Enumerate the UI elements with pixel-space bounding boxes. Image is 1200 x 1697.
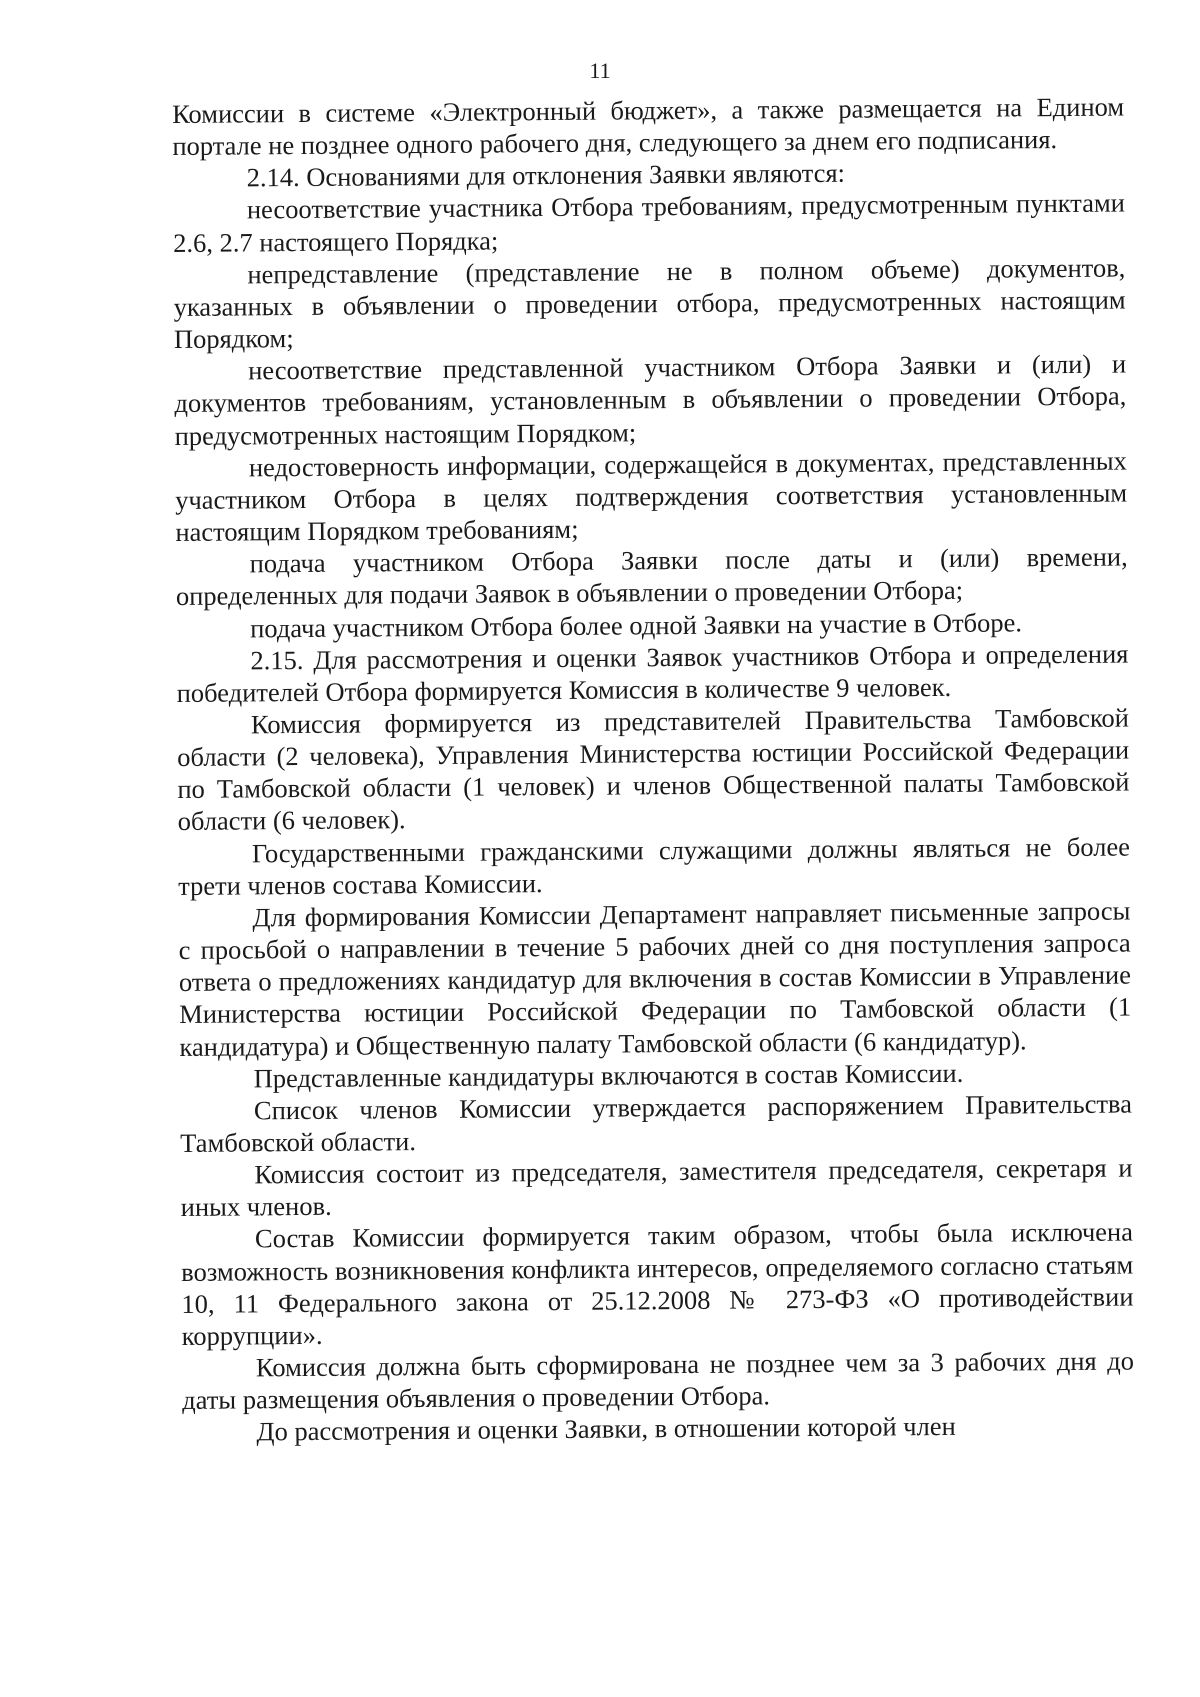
paragraph: непредставление (представление не в полном объеме) документов, указанных в объявлении о проведении отбора, предусмотренных настоящим Порядком; [173,252,1126,355]
document-body [172,91,1135,1449]
paragraph: недостоверность информации, содержащейся в документах, представленных участником Отбора в целях подтверждения соответствия установленным настоящим Порядком требованиям; [175,445,1128,548]
paragraph: несоответствие участника Отбора требованиям, предусмотренным пунктами 2.6, 2.7 настоящего Порядка; [173,187,1125,258]
paragraph: Государственными гражданскими служащими должны являться не более трети членов состава Комиссии. [178,831,1131,901]
paragraph: Состав Комиссии формируется таким образом, чтобы была исключена возможность возникновения конфликта интересов, определяемого согласно статьям 10, 11 Федерального закона от 25.12.2008 № 273-ФЗ «О противодействии коррупции». [181,1216,1134,1351]
paragraph: Для формирования Комиссии Департамент направляет письменные запросы с просьбой о направлении в течение 5 рабочих дней со дня поступления запроса ответа о предложениях кандидатур для включения в состав Комиссии в Управление Министерства юстиции Российской Федерации по Тамбовской области (1 кандидатура) и Общественную палату Тамбовской области (6 кандидатур). [178,895,1132,1062]
paragraph: Комиссия должна быть сформирована не позднее чем за 3 рабочих дня до даты размещения объявления о проведении Отбора. [182,1345,1135,1416]
paragraph: До рассмотрения и оценки Заявки, в отношении которой член [256,1411,956,1447]
paragraph: подача участником Отбора более одной Заявки на участие в Отборе. [250,606,1023,643]
paragraph: подача участником Отбора Заявки после даты и (или) времени, определенных для подачи Заявок в объявлении о проведении Отбора; [175,541,1128,612]
paragraph: Список членов Комиссии утверждается распоряжением Правительства Тамбовской области. [180,1088,1133,1158]
paragraph: 2.15. Для рассмотрения и оценки Заявок участников Отбора и определения победителей Отбора формируется Комиссия в количестве 9 человек. [176,638,1129,708]
paragraph: Представленные кандидатуры включаются в состав Комиссии. [253,1057,964,1094]
paragraph: Комиссия состоит из председателя, заместителя председателя, секретаря и иных членов. [180,1152,1133,1223]
paragraph: 2.14. Основаниями для отклонения Заявки являются: [246,158,846,193]
paragraph: несоответствие представленной участником Отбора Заявки и (или) и документов требованиям, установленным в объявлении о проведении Отбора, предусмотренных настоящим Порядком; [174,348,1127,451]
page-number: 11 [589,58,611,83]
paragraph: Комиссия формируется из представителей Правительства Тамбовской области (2 человека), Управления Министерства юстиции Российской Федерации по Тамбовской области (1 человек) и членов Общественной палаты Тамбовской области (6 человек). [177,702,1130,837]
paragraph: Комиссии в системе «Электронный бюджет», а также размещается на Едином портале не позднее одного рабочего дня, следующего за днем его подписания. [172,91,1125,162]
